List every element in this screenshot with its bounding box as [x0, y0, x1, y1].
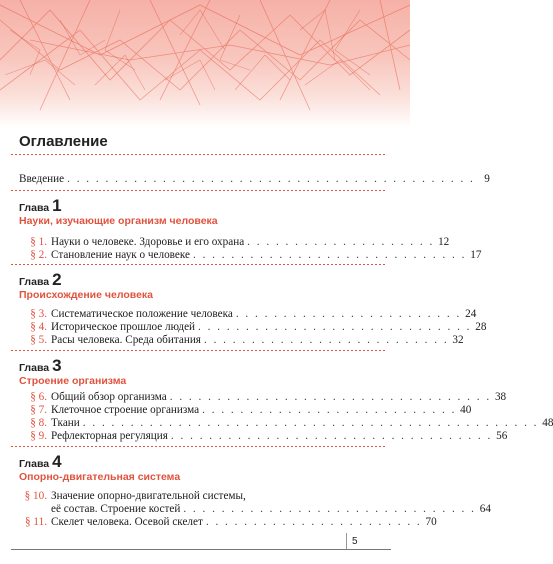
toc-entry-label: Рефлекторная регуляция: [51, 430, 168, 442]
toc-title: Оглавление: [19, 133, 108, 150]
toc-entry-page: 12: [438, 236, 450, 248]
dot-leader: . . . . . . . . . . . . . . . . . . . . . . . . . .: [203, 334, 449, 346]
toc-entry-label: Общий обзор организма: [51, 391, 167, 403]
dot-leader: . . . . . . . . . . . . . . . . . . . . . . . . . . . . .: [198, 321, 472, 333]
paragraph-number: § 2.: [30, 249, 47, 261]
toc-entry[interactable]: [19, 430, 508, 443]
toc-entry-page: 32: [452, 334, 464, 346]
toc-entry-label: Становление наук о человеке: [51, 249, 190, 261]
dot-leader: . . . . . . . . . . . . . . . . . . . . . . . . . . . . . . . . . . . . . . . . . . .: [67, 173, 475, 185]
toc-entry-continuation[interactable]: [19, 503, 491, 516]
toc-entry[interactable]: [19, 417, 553, 430]
chapter-heading: [19, 196, 62, 216]
toc-entry[interactable]: [19, 249, 482, 262]
toc-entry-page: 9: [484, 173, 490, 185]
dot-leader: . . . . . . . . . . . . . . . . . . . . . . .: [205, 516, 422, 528]
toc-entry[interactable]: [19, 334, 464, 347]
toc-entry-page: 38: [494, 391, 507, 403]
toc-entry-label: Клеточное строение организма: [51, 404, 200, 416]
chapter-title[interactable]: Опорно-двигательная система: [19, 471, 181, 483]
toc-entry[interactable]: [19, 391, 507, 404]
chapter-word: Глава: [19, 458, 50, 470]
paragraph-number: § 4.: [30, 321, 47, 333]
dot-leader: . . . . . . . . . . . . . . . . . . . . . . . .: [235, 308, 462, 320]
dot-leader: . . . . . . . . . . . . . . . . . . . . . . . . . . . . . . . . . . . . . . . . . . . . . . . .: [82, 417, 539, 429]
paragraph-number: § 10.: [24, 490, 47, 502]
toc-entry-page: 70: [425, 516, 437, 528]
paragraph-number: § 11.: [25, 516, 47, 528]
chapter-number: 1: [52, 196, 62, 215]
page-number: 5: [352, 536, 358, 547]
title-divider: [11, 154, 385, 155]
chapter-title[interactable]: Происхождение человека: [19, 289, 154, 301]
chapter-title[interactable]: Науки, изучающие организм человека: [19, 215, 218, 227]
toc-entry-page: 17: [470, 249, 482, 261]
toc-entry-page: 48: [542, 417, 553, 429]
section-divider: [11, 264, 385, 265]
dot-leader: . . . . . . . . . . . . . . . . . . . .: [247, 236, 435, 248]
chapter-word: Глава: [19, 276, 50, 288]
dot-leader: . . . . . . . . . . . . . . . . . . . . . . . . . . . . . . . . . .: [170, 430, 493, 442]
chapter-title[interactable]: Строение организма: [19, 375, 127, 387]
chapter-word: Глава: [19, 202, 50, 214]
dot-leader: . . . . . . . . . . . . . . . . . . . . . . . . . . . . .: [192, 249, 467, 261]
paragraph-number: § 5.: [30, 334, 47, 346]
footer-rule: [11, 549, 391, 550]
chapter-number: 2: [52, 270, 62, 289]
section-divider: [11, 446, 385, 447]
toc-entry-label: Систематическое положение человека: [51, 308, 233, 320]
chapter-word: Глава: [19, 362, 50, 374]
paragraph-number: § 1.: [30, 236, 47, 248]
toc-entry[interactable]: [19, 321, 487, 334]
decorative-branches-image: [0, 0, 410, 128]
paragraph-number: § 6.: [30, 391, 47, 403]
toc-entry-label: Значение опорно-двигательной системы,: [51, 490, 246, 502]
header-decoration: [0, 0, 410, 128]
chapter-heading: [19, 452, 62, 472]
paragraph-number: § 8.: [30, 417, 47, 429]
toc-entry-page: 56: [496, 430, 508, 442]
toc-entry-intro[interactable]: [19, 173, 490, 186]
toc-entry[interactable]: [19, 490, 384, 503]
paragraph-number: § 3.: [30, 308, 47, 320]
toc-entry[interactable]: [19, 516, 437, 529]
toc-entry-page: 40: [460, 404, 472, 416]
toc-entry-label: Ткани: [51, 417, 80, 429]
toc-entry[interactable]: [19, 404, 472, 417]
toc-entry-label: её состав. Строение костей: [51, 503, 181, 515]
chapter-number: 3: [52, 356, 62, 375]
toc-entry-page: 28: [475, 321, 487, 333]
section-divider: [11, 190, 385, 191]
paragraph-number: § 7.: [30, 404, 47, 416]
chapter-number: 4: [52, 452, 62, 471]
toc-entry-page: 24: [465, 308, 477, 320]
toc-entry-label: Скелет человека. Осевой скелет: [51, 516, 203, 528]
toc-entry[interactable]: [19, 308, 477, 321]
dot-leader: . . . . . . . . . . . . . . . . . . . . . . . . . . . . . . .: [183, 503, 476, 515]
chapter-heading: [19, 356, 62, 376]
toc-entry-label: Расы человека. Среда обитания: [51, 334, 201, 346]
dot-leader: . . . . . . . . . . . . . . . . . . . . . . . . . . .: [202, 404, 457, 416]
toc-entry-label: Науки о человеке. Здоровье и его охрана: [51, 236, 245, 248]
paragraph-number: § 9.: [30, 430, 47, 442]
toc-entry-page: 64: [479, 503, 491, 515]
toc-entry-label: Историческое прошлое людей: [51, 321, 196, 333]
chapter-heading: [19, 270, 62, 290]
section-divider: [11, 350, 385, 351]
toc-entry-label: Введение: [19, 173, 65, 185]
toc-entry[interactable]: [19, 236, 450, 249]
dot-leader: . . . . . . . . . . . . . . . . . . . . . . . . . . . . . . . . . .: [169, 391, 492, 403]
